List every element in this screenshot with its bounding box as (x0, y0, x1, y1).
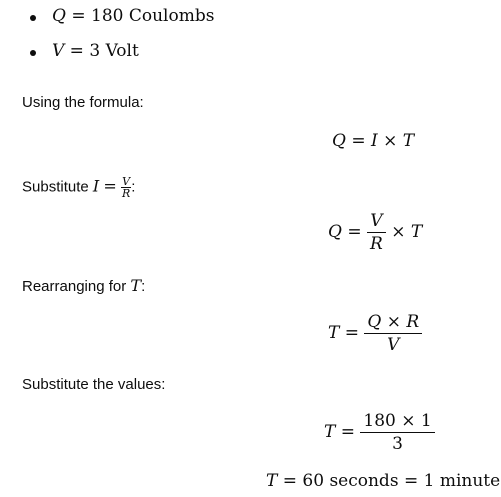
voltage-value: 3 Volt (89, 41, 139, 61)
using-formula-label: Using the formula: (22, 94, 144, 111)
rearranging-line: Rearranging for T: (22, 276, 146, 295)
substitute-den: R (121, 187, 131, 200)
eq3-num-a: Q (367, 312, 382, 332)
values-label: Substitute the values: (22, 376, 166, 393)
formula-term-t: T (402, 131, 415, 151)
rearranging-var: T (130, 276, 142, 295)
eq3-lhs: T (328, 323, 340, 343)
result-lhs: T (266, 471, 278, 491)
eq2-tail: T (410, 222, 423, 242)
bullet-item-charge: Q = 180 Coulombs (52, 6, 215, 26)
eq2-lhs: Q (328, 222, 342, 242)
eq4-lhs: T (324, 422, 336, 442)
charge-symbol: Q (52, 6, 66, 26)
result-seconds: 60 seconds (302, 471, 399, 491)
charge-value: 180 Coulombs (91, 6, 215, 26)
bullet-item-voltage: V = 3 Volt (52, 41, 139, 61)
equation-t-values: T = $\frac{180 \times 1}{3}$ (324, 411, 435, 454)
substitute-label: Substitute (22, 178, 89, 196)
eq2-fraction (367, 211, 386, 254)
eq3-num-b: R (406, 312, 420, 332)
formula-equation: Q = I × T (332, 131, 415, 151)
formula-lhs: Q (332, 131, 346, 151)
voltage-symbol: V (52, 41, 65, 61)
rearranging-label: Rearranging for (22, 278, 127, 295)
substitute-line: Substitute I = $\frac{V}{R}$ : (22, 175, 136, 200)
eq3-fraction: $\frac{Q \times R}{V}$ (364, 312, 422, 355)
eq4-den: 3 (392, 434, 403, 454)
bullet-dot (30, 15, 36, 21)
eq4-num-b: 1 (420, 411, 432, 431)
result-equation: T = 60 seconds = 1 minute (266, 471, 501, 491)
eq4-fraction: $\frac{180 \times 1}{3}$ (360, 411, 434, 454)
substitute-num: V (122, 175, 131, 188)
eq2-num: V (367, 211, 386, 233)
result-minute: 1 minute (423, 471, 501, 491)
eq4-num-a: 180 (363, 411, 396, 431)
bullet-dot (30, 50, 36, 56)
equation-t-qr-v: T = $\frac{Q \times R}{V}$ (328, 312, 422, 355)
formula-term-i: I (371, 131, 378, 151)
eq3-den: V (387, 335, 400, 355)
substitute-fraction (121, 176, 131, 199)
substitute-var: I (92, 176, 100, 196)
equation-q-vr-t: Q = $\frac{V}{R}$ × T (328, 211, 423, 254)
eq2-den: R (370, 234, 383, 254)
